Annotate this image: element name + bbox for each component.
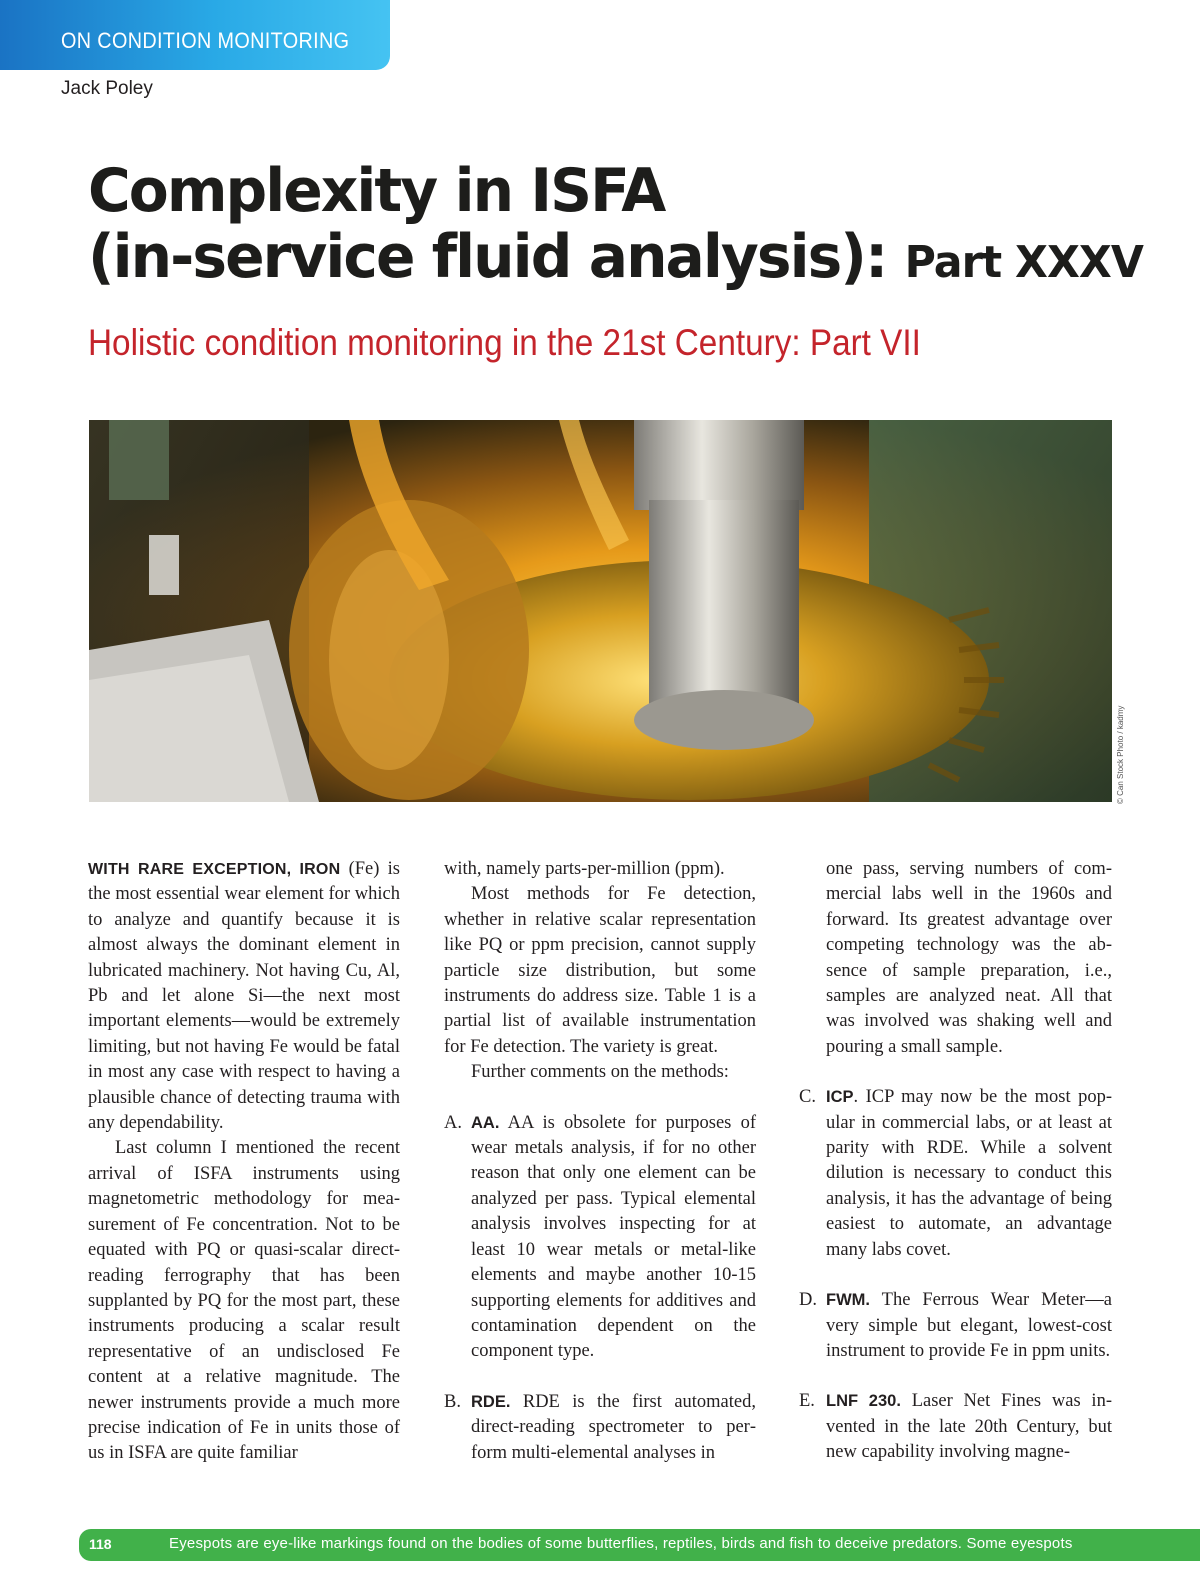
list-text: Laser Net Fines was invented in the late 20th Century, but new capability involving magne- [826,1391,1112,1463]
column-2 [444,857,756,1466]
paragraph [88,857,400,1136]
article-subtitle: Holistic condition monitoring in the 21st Century: Part VII [88,322,921,363]
page-number: 118 [89,1536,112,1552]
author-name: Jack Poley [61,78,153,99]
column-3 [799,857,1112,1466]
list-item-c [799,1085,1112,1263]
section-label: ON CONDITION MONITORING [61,28,350,53]
paragraph: Last column I mentioned the recent arrival of ISFA instruments using magnetometric methodology for measurement of Fe concentration. Not to be equated with PQ or quasi-scalar direct-reading ferrography that has been supplanted by PQ for the most part, these instruments producing a scalar result representative of an undisclosed Fe content at a relative magnitude. The newer instruments provide a much more precise indication of Fe in units those of us in ISFA are quite familiar [88,1138,400,1464]
list-letter: E. [799,1391,815,1412]
list-text: RDE is the first automated, direct-reading spectrometer to perform multi-elemental analyses in [471,1391,756,1463]
footer-bar [79,1529,1200,1561]
photo-credit: © Can Stock Photo / kadmy [1116,705,1125,804]
list-item-d [799,1288,1112,1364]
paragraph: Further comments on the methods: [471,1062,729,1083]
article-title [88,158,1143,296]
title-line-2: (in-service fluid analysis): [88,222,905,292]
list-letter: B. [444,1391,461,1412]
list-letter: C. [799,1087,816,1108]
list-item-a [444,1111,756,1365]
list-text: The Ferrous Wear Meter—a very simple but elegant, lowest-cost instrument to provide Fe in ppm units. [826,1290,1112,1361]
list-item-b [444,1390,756,1466]
lead-in: WITH RARE EXCEPTION, IRON [88,861,341,878]
title-part: Part XXXV [904,237,1143,288]
footer-fact: Eyespots are eye-like markings found on the bodies of some butterflies, reptiles, birds and fish to deceive predators. Some eyespots [169,1535,1073,1552]
list-letter: D. [799,1290,817,1311]
list-term: RDE. [471,1392,511,1411]
list-text: AA is obsolete for purposes of wear metals analysis, if for no other reason that only one element can be analyzed per pass. Typical elemental analysis involves inspecting for at least 10 wear metals or metal-like elements and maybe another 10-15 supporting elements for additives and contamination dependent on the component type. [471,1112,756,1362]
list-term: FWM. [826,1291,870,1310]
list-term: AA. [471,1113,500,1132]
paragraph: one pass, serving numbers of commercial labs well in the 1960s and forward. Its greatest advantage over competing technology was the absence of sample preparation, i.e., samples are analyzed neat. All that was involved was shaking well and pouring a small sample. [826,859,1112,1057]
column-1 [88,857,400,1467]
list-term: LNF 230. [826,1392,901,1411]
hero-photo [89,420,1112,802]
section-tab [0,0,390,70]
paragraph: with, namely parts-per-million (ppm). [444,859,725,879]
paragraph-text: (Fe) is the most essential wear element for which to analyze and quantify because it is almost always the dominant element in lubricated machinery. Not having Cu, Al, Pb and let alone Si—the next most important elements—would be extremely limiting, but not having Fe would be fatal in most any case with respect to having a plausible chance of detecting trauma with any dependability. [88,859,400,1134]
title-line-1: Complexity in ISFA [88,156,665,226]
paragraph: Most methods for Fe detection, whether in relative scalar representation like PQ or ppm precision, cannot supply particle size distribution, but some instruments do address size. Table 1 is a partial list of available instrumentation for Fe detection. The variety is great. [444,884,756,1057]
list-text: . ICP may now be the most popular in commercial labs, or at least at parity with RDE. While a solvent dilution is necessary to conduct this analysis, it has the advantage of being easiest to automate, an advantage many labs covet. [826,1087,1112,1260]
list-item-e [799,1389,1112,1465]
list-term: ICP [826,1088,854,1107]
list-letter: A. [444,1112,462,1133]
